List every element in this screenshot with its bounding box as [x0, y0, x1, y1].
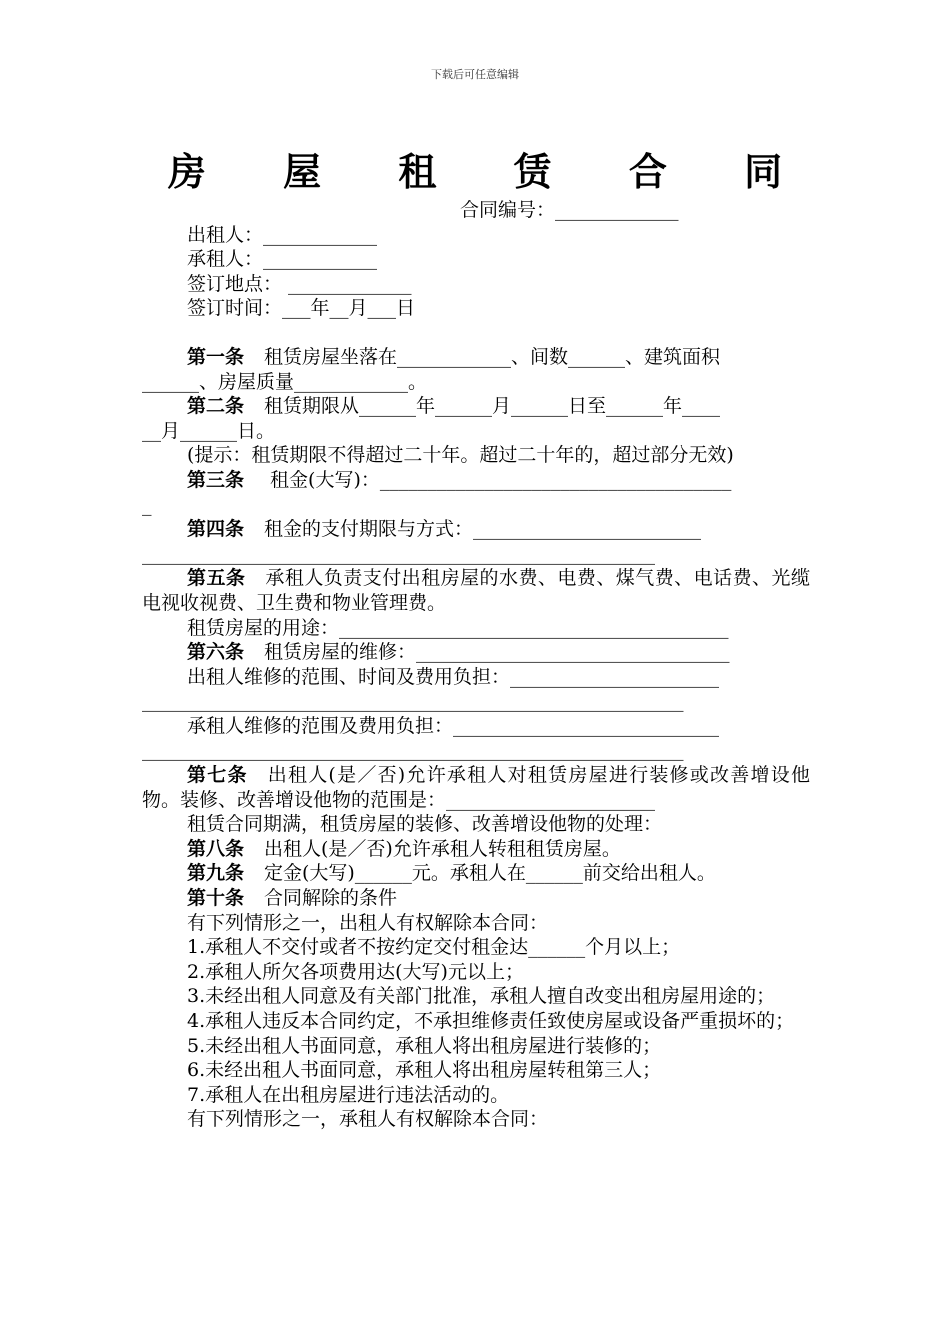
list-item: 1.承租人不交付或者不按约定交付租金达______个月以上；	[187, 936, 681, 959]
article-9	[142, 861, 810, 886]
lessee-cancel-intro: 有下列情形之一，承租人有权解除本合同：	[187, 1108, 549, 1131]
article-2-cont: __月______日。	[142, 419, 276, 442]
article-5-label: 第五条	[187, 567, 246, 590]
article-2	[142, 394, 810, 419]
article-3-text: 租金(大写)：_____________________________________	[264, 468, 732, 491]
spacer	[142, 321, 810, 345]
article-8-text: 出租人(是／否)允许承租人转租租赁房屋。	[264, 837, 621, 860]
article-5	[142, 566, 810, 615]
lessee-repair-line: 承租人维修的范围及费用负担：____________________________	[187, 714, 720, 737]
lessor-repair-cont: _________________________________________________________	[142, 690, 684, 713]
article-8-label: 第八条	[187, 837, 245, 860]
article-7-sub: 租赁合同期满，租赁房屋的装修、改善增设他物的处理：	[187, 813, 663, 836]
article-4-cont: ______________________________________________________	[142, 542, 655, 565]
hint-text: (提示：租赁期限不得超过二十年。超过二十年的，超过部分无效)	[187, 444, 734, 467]
sign-time-line: 签订时间：___年__月___日	[187, 297, 416, 320]
document-body	[142, 198, 810, 1132]
list-item: 7.承租人在出租房屋进行违法活动的。	[187, 1083, 510, 1106]
list-item: 4.承租人违反本合同约定，不承担维修责任致使房屋或设备严重损坏的；	[187, 1010, 795, 1032]
article-8	[142, 837, 810, 862]
article-3-cont: _	[142, 493, 152, 516]
list-item: 6.未经出租人书面同意，承租人将出租房屋转租第三人；	[187, 1059, 662, 1082]
article-2-label: 第二条	[187, 395, 245, 418]
article-9-text: 定金(大写)______元。承租人在______前交给出租人。	[264, 862, 716, 885]
article-6	[142, 640, 810, 665]
article-6-text: 租赁房屋的维修：_________________________________	[264, 641, 730, 664]
document-title: 房 屋 租 赁 合 同	[167, 149, 815, 194]
sign-place-line: 签订地点： _____________	[187, 272, 412, 295]
lessee-line: 承租人：____________	[187, 248, 378, 271]
lessee-repair-cont: _________________________________________________________	[142, 739, 684, 762]
article-7-text: 出租人(是／否)允许承租人对租赁房屋进行装修或改善增设他物。装修、改善增设他物的范围是：______________________	[142, 764, 810, 811]
article-9-label: 第九条	[187, 862, 245, 885]
lessor-repair-line: 出租人维修的范围、时间及费用负担：______________________	[187, 665, 720, 688]
article-3	[142, 468, 810, 493]
article-1-label: 第一条	[187, 345, 245, 368]
article-10-text: 合同解除的条件	[264, 887, 398, 910]
article-7	[142, 763, 810, 812]
article-10-label: 第十条	[187, 887, 245, 910]
article-4-label: 第四条	[187, 518, 245, 541]
article-4	[142, 517, 810, 542]
article-10	[142, 886, 810, 911]
lessor-line: 出租人：____________	[187, 223, 378, 246]
article-2-text: 租赁期限从______年______月______日至______年____	[264, 395, 721, 418]
article-1	[142, 345, 810, 370]
article-6-label: 第六条	[187, 641, 245, 664]
article-3-label: 第三条	[187, 468, 245, 491]
lessor-cancel-intro: 有下列情形之一，出租人有权解除本合同：	[187, 911, 549, 934]
article-7-label: 第七条	[187, 764, 248, 787]
header-note: 下载后可任意编辑	[431, 68, 519, 81]
list-item: 2.承租人所欠各项费用达(大写)元以上；	[187, 960, 524, 983]
use-line: 租赁房屋的用途：_________________________________________	[187, 616, 729, 639]
list-item: 3.未经出租人同意及有关部门批准，承租人擅自改变出租房屋用途的；	[187, 985, 776, 1008]
article-5-text: 承租人负责支付出租房屋的水费、电费、煤气费、电话费、光缆电视收视费、卫生费和物业管理费。	[142, 567, 810, 614]
article-1-text: 租赁房屋坐落在____________、间数______、建筑面积	[264, 345, 721, 368]
list-item: 5.未经出租人书面同意，承租人将出租房屋进行装修的；	[187, 1034, 662, 1057]
contract-number: 合同编号：_____________	[460, 199, 679, 221]
article-1-cont: ______、房屋质量____________。	[142, 370, 428, 393]
article-4-text: 租金的支付期限与方式：________________________	[264, 518, 702, 541]
